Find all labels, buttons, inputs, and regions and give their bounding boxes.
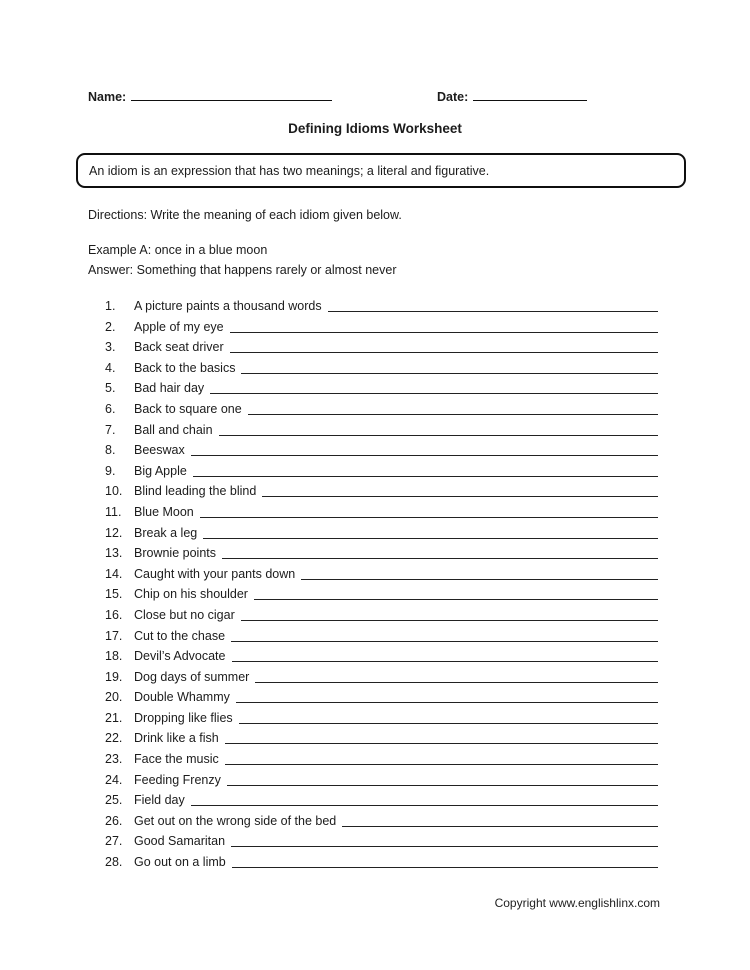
idiom-number: 14. [105, 566, 123, 581]
answer-blank-line [301, 564, 658, 580]
idiom-number: 5. [105, 381, 116, 396]
idiom-number: 19. [105, 669, 123, 684]
name-field [88, 90, 332, 104]
answer-blank-line [231, 831, 658, 847]
idiom-row [105, 667, 658, 688]
idiom-row [105, 728, 658, 749]
idiom-number: 7. [105, 422, 116, 437]
definition-text: An idiom is an expression that has two meanings; a literal and figurative. [89, 163, 490, 178]
idiom-number: 15. [105, 587, 123, 602]
answer-blank-line [200, 502, 658, 518]
idiom-text: Dog days of summer [134, 669, 250, 684]
idiom-number: 3. [105, 340, 116, 355]
answer-blank-line [193, 461, 658, 477]
answer-blank-line [241, 605, 658, 621]
idiom-row [105, 790, 658, 811]
idiom-number: 12. [105, 525, 123, 540]
answer-blank-line [241, 358, 658, 374]
idiom-row [105, 687, 658, 708]
answer-blank-line [262, 481, 658, 497]
directions-text: Directions: Write the meaning of each idiom given below. [88, 208, 402, 222]
answer-blank-line [239, 708, 658, 724]
idiom-number: 20. [105, 690, 123, 705]
idiom-row [105, 770, 658, 791]
answer-blank-line [222, 543, 658, 559]
answer-blank-line [225, 749, 658, 765]
idiom-row [105, 852, 658, 873]
idiom-row [105, 358, 658, 379]
idiom-row [105, 378, 658, 399]
copyright-text: Copyright www.englishlinx.com [494, 896, 660, 910]
idiom-row [105, 646, 658, 667]
definition-box [76, 153, 686, 188]
idiom-number: 24. [105, 772, 123, 787]
idiom-number: 22. [105, 731, 123, 746]
idiom-number: 17. [105, 628, 123, 643]
name-blank-line [131, 99, 332, 101]
answer-blank-line [227, 770, 658, 786]
name-label: Name: [88, 90, 127, 104]
idiom-text: Apple of my eye [134, 319, 224, 334]
idiom-number: 1. [105, 299, 116, 313]
page-title: Defining Idioms Worksheet [288, 121, 462, 136]
idiom-text: Chip on his shoulder [134, 587, 248, 602]
example-answer-text: Answer: Something that happens rarely or almost never [88, 263, 397, 277]
idiom-number: 10. [105, 484, 123, 499]
idiom-text: Blue Moon [134, 504, 194, 519]
idiom-text: Back seat driver [134, 340, 224, 355]
answer-blank-line [236, 687, 658, 703]
idiom-text: A picture paints a thousand words [134, 299, 322, 313]
idiom-text: Break a leg [134, 525, 198, 540]
idiom-text: Field day [134, 793, 185, 808]
answer-blank-line [203, 523, 658, 539]
idiom-number: 21. [105, 710, 123, 725]
idiom-number: 23. [105, 752, 123, 767]
idiom-text: Devil’s Advocate [134, 649, 226, 664]
answer-blank-line [232, 852, 658, 868]
answer-blank-line [248, 399, 658, 415]
idiom-row [105, 605, 658, 626]
idiom-number: 27. [105, 834, 123, 849]
idiom-text: Cut to the chase [134, 628, 226, 643]
answer-blank-line [254, 584, 658, 600]
idiom-list [105, 296, 658, 873]
idiom-text: Double Whammy [134, 690, 230, 705]
idiom-row [105, 481, 658, 502]
idiom-row [105, 831, 658, 852]
idiom-text: Blind leading the blind [134, 484, 257, 499]
idiom-row [105, 337, 658, 358]
idiom-number: 26. [105, 813, 123, 828]
idiom-text: Dropping like flies [134, 710, 233, 725]
idiom-number: 11. [105, 504, 122, 519]
idiom-number: 8. [105, 443, 116, 458]
idiom-row [105, 317, 658, 338]
answer-blank-line [232, 646, 659, 662]
idiom-text: Brownie points [134, 546, 216, 561]
answer-blank-line [255, 667, 658, 683]
date-label: Date: [437, 90, 469, 104]
idiom-row [105, 420, 658, 441]
idiom-row [105, 749, 658, 770]
idiom-text: Face the music [134, 752, 219, 767]
idiom-number: 25. [105, 793, 123, 808]
answer-blank-line [225, 728, 658, 744]
idiom-text: Go out on a limb [134, 855, 226, 870]
idiom-text: Feeding Frenzy [134, 772, 221, 787]
date-field [437, 90, 587, 104]
idiom-number: 16. [105, 607, 123, 622]
idiom-number: 2. [105, 319, 116, 334]
idiom-number: 9. [105, 463, 116, 478]
answer-blank-line [191, 790, 658, 806]
idiom-row [105, 502, 658, 523]
answer-blank-line [342, 811, 658, 827]
date-blank-line [473, 99, 587, 101]
answer-blank-line [231, 626, 658, 642]
idiom-text: Bad hair day [134, 381, 205, 396]
idiom-text: Beeswax [134, 443, 185, 458]
idiom-row [105, 440, 658, 461]
idiom-text: Good Samaritan [134, 834, 226, 849]
answer-blank-line [230, 337, 658, 353]
answer-blank-line [230, 317, 658, 333]
idiom-number: 28. [105, 855, 123, 870]
idiom-text: Drink like a fish [134, 731, 219, 746]
idiom-text: Caught with your pants down [134, 566, 296, 581]
idiom-row [105, 523, 658, 544]
idiom-row [105, 399, 658, 420]
idiom-number: 18. [105, 649, 123, 664]
idiom-row [105, 461, 658, 482]
answer-blank-line [210, 378, 658, 394]
answer-blank-line [219, 420, 658, 436]
example-text: Example A: once in a blue moon [88, 243, 268, 257]
answer-blank-line [328, 296, 658, 312]
idiom-row [105, 811, 658, 832]
idiom-row [105, 296, 658, 317]
answer-blank-line [191, 440, 658, 456]
idiom-text: Big Apple [134, 463, 187, 478]
idiom-row [105, 564, 658, 585]
idiom-text: Ball and chain [134, 422, 213, 437]
idiom-text: Back to the basics [134, 360, 236, 375]
idiom-number: 4. [105, 360, 116, 375]
idiom-text: Back to square one [134, 401, 242, 416]
idiom-row [105, 543, 658, 564]
idiom-row [105, 626, 658, 647]
idiom-row [105, 708, 658, 729]
idiom-number: 13. [105, 546, 123, 561]
idiom-row [105, 584, 658, 605]
idiom-text: Get out on the wrong side of the bed [134, 813, 337, 828]
idiom-text: Close but no cigar [134, 607, 235, 622]
idiom-number: 6. [105, 401, 116, 416]
